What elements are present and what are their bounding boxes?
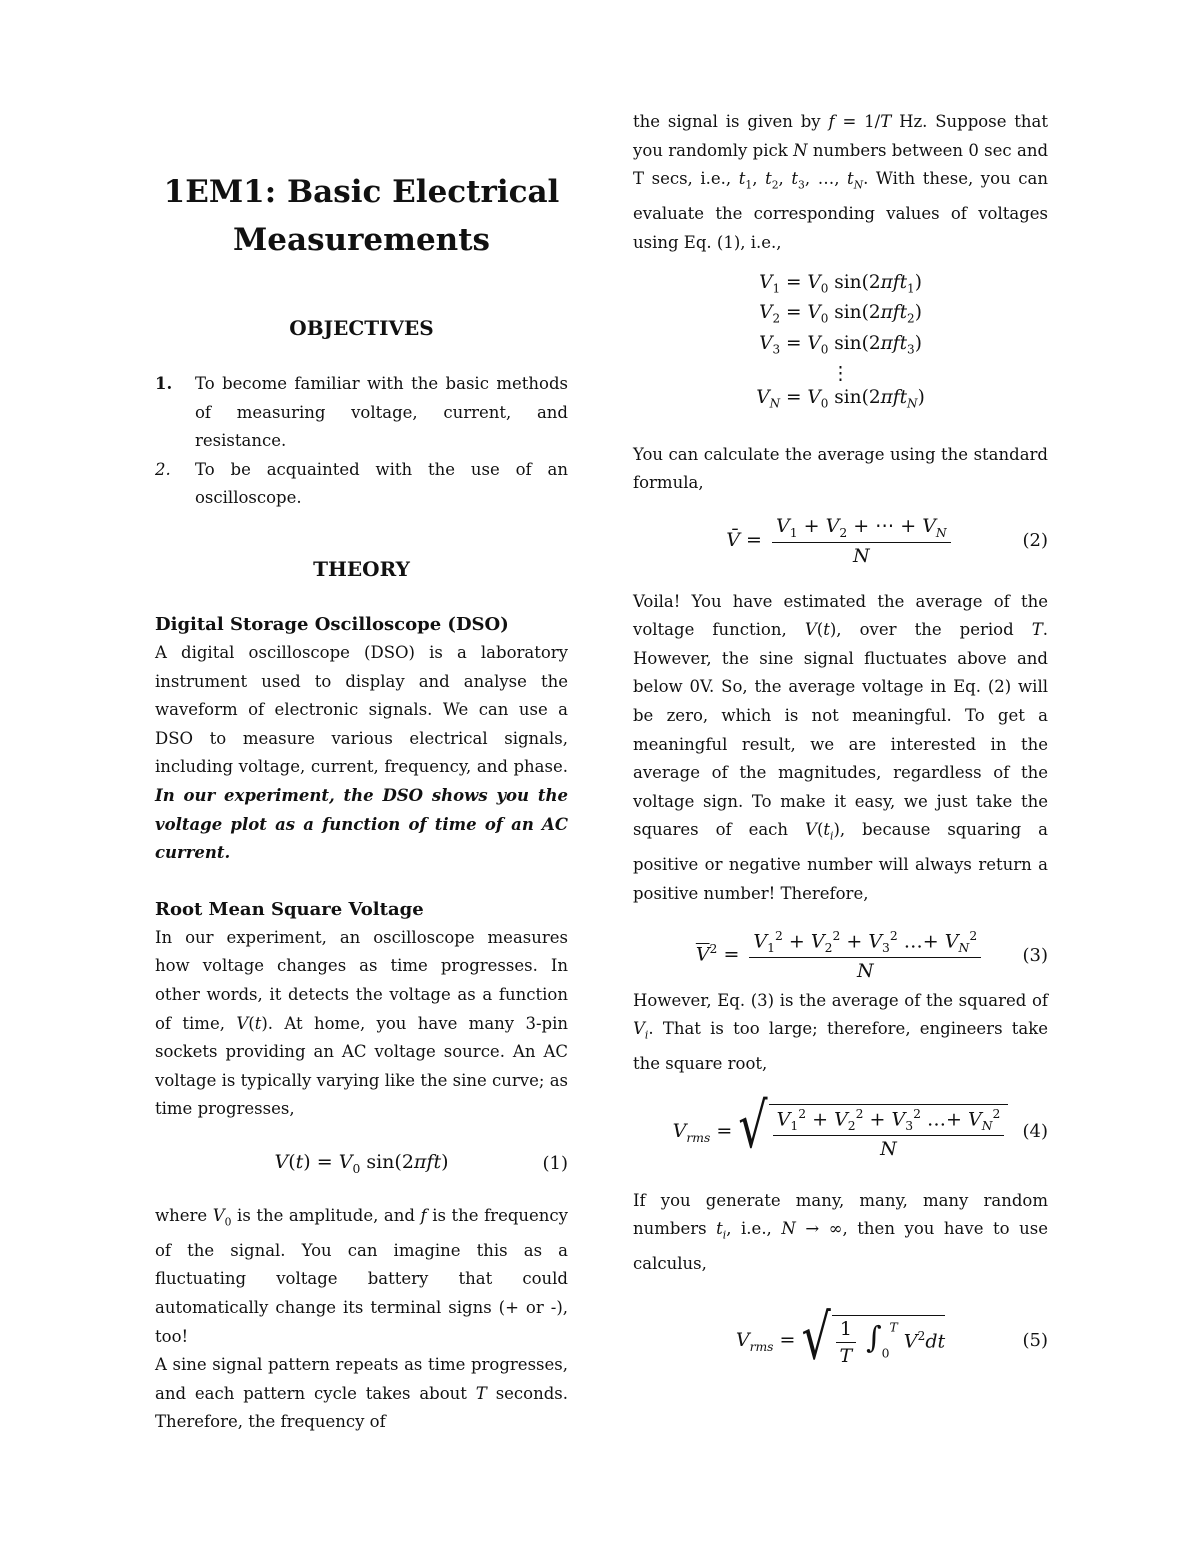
sine-paragraph: A sine signal pattern repeats as time progresses, and each pattern cycle takes about T seconds. Therefore, the frequency of <box>155 1355 568 1432</box>
average-paragraph: You can calculate the average using the standard formula, <box>633 444 1048 493</box>
theory-heading: THEORY <box>313 556 410 581</box>
equation-4: $V_{rms}$ = √ $\frac{V_1^2 + V_2^2 + V_3^2 \dots+ V_N^2}{N}$ (4) <box>672 1088 1048 1162</box>
magnitude-paragraph: Voila! You have estimated the average of the voltage function, V(t), over the period T. However, the sine signal fluctuates above and below 0V. So, the average voltage in Eq. (2) will be zero, which is not meaningful. To get a meaningful result, we are interested in the average of the magnitudes, regardless of the voltage sign. To make it easy, we just take the squares of each $V(t_i)$, because squaring a positive or negative number will always return a positive number! Therefore, <box>633 591 1049 903</box>
dso-paragraph: A digital oscilloscope (DSO) is a laboratory instrument used to display and analyse the waveform of electronic signals. We can use a DSO to measure various electrical signals, including voltage, current, frequency, and phase. In our experiment, the DSO shows you the voltage plot as a function of time of an AC current. <box>155 642 568 863</box>
right-column <box>633 108 1048 1381</box>
rms-subheading: Root Mean Square Voltage <box>155 898 424 920</box>
dso-subheading: Digital Storage Oscilloscope (DSO) <box>155 613 509 635</box>
rms-paragraph: In our experiment, an oscilloscope measures how voltage changes as time progresses. In other words, it detects the voltage as a function of time, V(t). At home, you have many 3-pin sockets providing an AC voltage source. An AC voltage is typically varying like the sine curve; as time progresses, <box>155 927 569 1119</box>
voltage-samples-equations: $V_1 = V_0$ sin(2πft$_1$) $V_2 = V_0$ sin(2πft$_2$) $V_3 = V_0$ sin(2πft$_3$) ⋮ $V_N = V_0$ sin(2πft$_N$) <box>756 272 925 412</box>
frequency-paragraph: the signal is given by f = 1/T Hz. Suppose that you randomly pick N numbers between 0 sec and T secs, i.e., $t_1$, $t_2$, $t_3$, …, $t_N$. With these, you can evaluate the corresponding values of voltages using Eq. (1), i.e., <box>633 112 1049 252</box>
equation-5: $V_{rms}$ = √ $\frac{1}{T}$ $\int_0^T$ $V^2dt$ (5) <box>735 1300 1048 1374</box>
list-item: 1. To become familiar with the basic methods of measuring voltage, current, and resistance. <box>155 374 568 451</box>
document-title: 1EM1: Basic Electrical Measurements <box>163 174 560 258</box>
equation-2: V̄ = $\frac{V_1 + V_2 + \cdots + V_N}{N}$ (2) <box>726 514 1048 567</box>
calculus-paragraph: If you generate many, many, many random numbers $t_i$, i.e., N → ∞, then you have to use calculus, <box>633 1190 1049 1274</box>
dso-emphasis: In our experiment, the DSO shows you the voltage plot as a function of time of an AC current. <box>155 785 568 863</box>
equation-3: $\overline{V}^2$ = $\frac{V_1^2 + V_2^2 + V_3^2 \dots+ V_N^2}{N}$ (3) <box>695 928 1048 983</box>
square-root-paragraph: However, Eq. (3) is the average of the squared of $V_i$. That is too large; therefore, engineers take the square root, <box>633 990 1048 1074</box>
objectives-list <box>155 370 568 513</box>
amplitude-paragraph: where $V_0$ is the amplitude, and f is the frequency of the signal. You can imagine this as a fluctuating voltage battery that could automatically change its terminal signs (+ or -), too! <box>155 1205 568 1346</box>
list-item: 2. To be acquainted with the use of an oscilloscope. <box>155 459 568 508</box>
left-column <box>155 168 568 1437</box>
equation-1: $V(t) = V_0$ sin(2πft) (1) <box>274 1151 568 1177</box>
objectives-heading: OBJECTIVES <box>289 316 434 340</box>
